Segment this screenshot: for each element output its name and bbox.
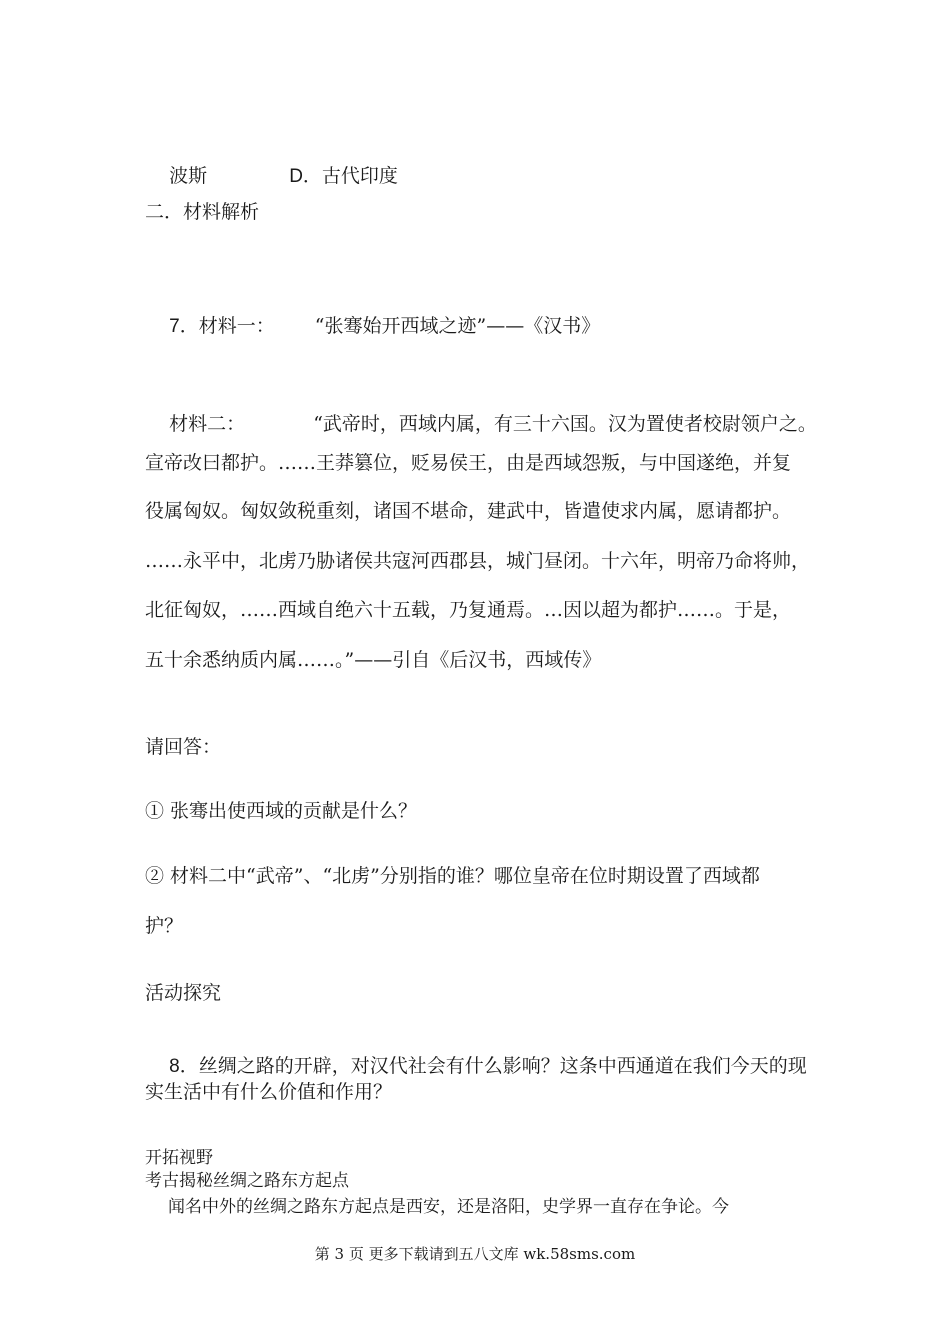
page-footer: 第 3 页 更多下载请到五八文库 wk.58sms.com: [314, 1245, 636, 1263]
material1-text: “张骞始开西域之迹”——《汉书》: [314, 315, 601, 337]
section-title: 二．材料解析: [145, 201, 260, 223]
material2-line: “武帝时，西域内属，有三十六国。汉为置使者校尉领户之。: [313, 413, 817, 435]
material2-line: ……永平中，北虏乃胁诸侯共寇河西郡县，城门昼闭。十六年，明帝乃命将帅，: [145, 550, 811, 572]
answer-prompt: 请回答：: [145, 736, 222, 758]
material2-line: 役属匈奴。匈奴敛税重刻，诸国不堪命，建武中，皆遣使求内属，愿请都护。: [145, 500, 792, 522]
q8-line2: 实生活中有什么价值和作用？: [145, 1081, 393, 1103]
extension-paragraph: 闻名中外的丝绸之路东方起点是西安，还是洛阳，史学界一直存在争论。今: [168, 1197, 729, 1217]
material2-line: 五十余悉纳质内属……。”——引自《后汉书，西域传》: [145, 649, 602, 671]
extension-title: 开拓视野: [145, 1148, 213, 1168]
sub-question-2-cont: 护？: [145, 915, 184, 937]
activity-title: 活动探究: [145, 982, 222, 1004]
material1-label: 材料一：: [198, 315, 275, 337]
option-d-label: D．: [289, 166, 322, 187]
q7-material2-first-line: [145, 388, 817, 460]
option-c-text: 波斯: [169, 165, 208, 187]
material2-label: 材料二：: [169, 413, 246, 435]
sub-question-2: ② 材料二中“武帝”、“北虏”分别指的谁？哪位皇帝在位时期设置了西域都: [145, 865, 760, 887]
material2-line: 北征匈奴，……西域自绝六十五载，乃复通焉。…因以超为都护……。于是，: [145, 599, 792, 621]
extension-subtitle: 考古揭秘丝绸之路东方起点: [145, 1171, 349, 1191]
option-d-text: 古代印度: [321, 165, 398, 187]
sub-question-1: ① 张骞出使西域的贡献是什么？: [145, 800, 418, 822]
q8-text: 丝绸之路的开辟，对汉代社会有什么影响？这条中西通道在我们今天的现: [198, 1055, 807, 1077]
q7-number: 7．: [169, 316, 199, 337]
q7-material1: [145, 290, 600, 363]
material2-line: 宣帝改曰都护。……王莽篡位，贬易侯王，由是西域怨叛，与中国遂绝，并复: [145, 452, 792, 474]
q8-number: 8．: [169, 1056, 199, 1077]
